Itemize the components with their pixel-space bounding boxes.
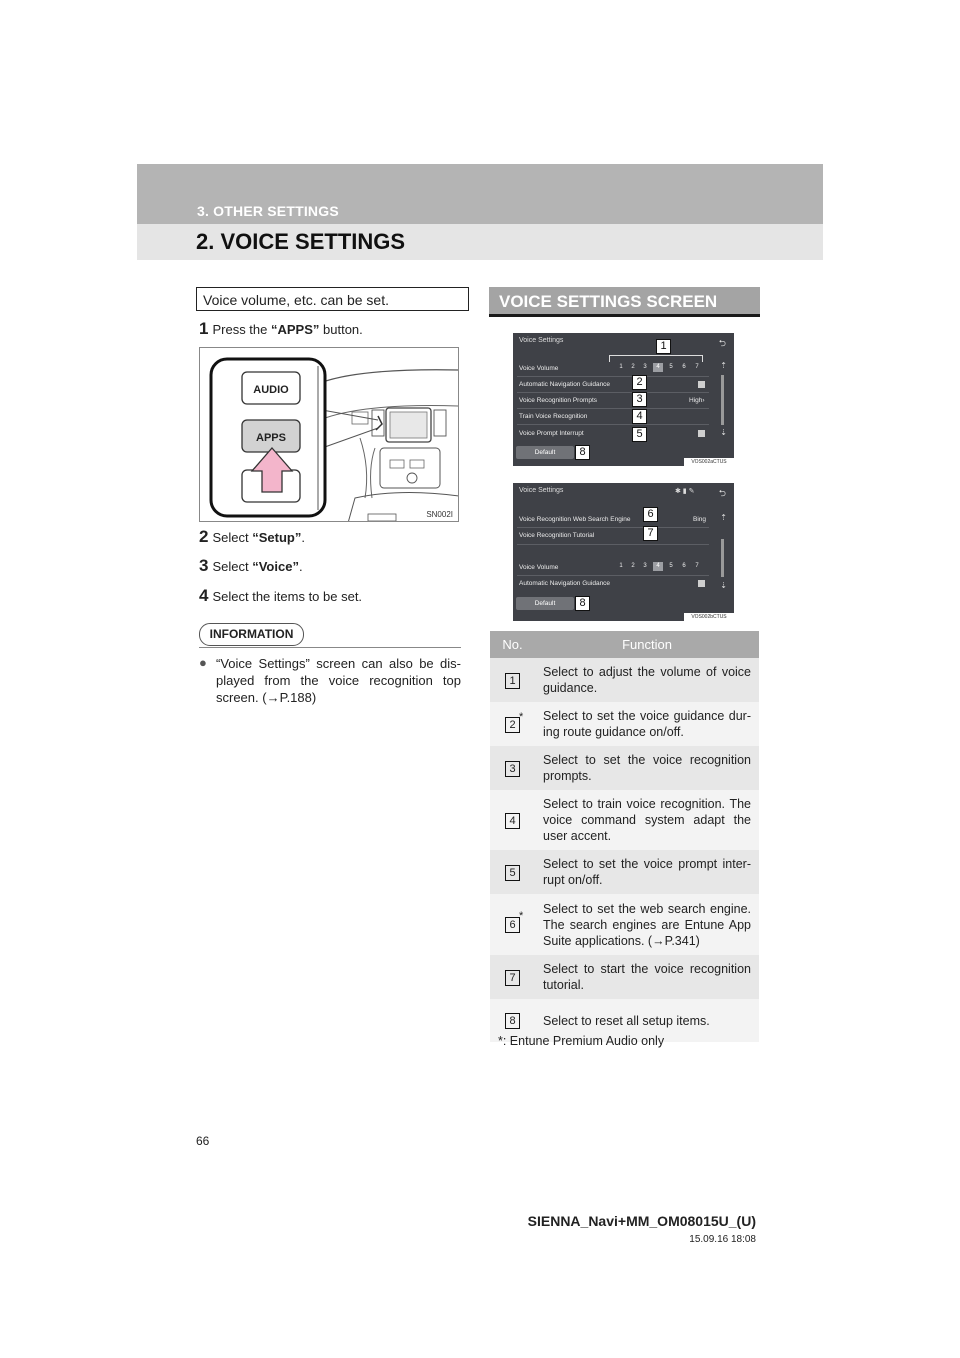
footnote-mark: * [519, 711, 524, 723]
step-number: 1 [199, 319, 209, 338]
row-separator [517, 544, 709, 545]
callout-1: 1 [656, 339, 671, 354]
bullet-icon: ● [199, 655, 207, 670]
callout-2: 2 [632, 375, 647, 390]
table-row [490, 894, 759, 955]
step-number: 3 [199, 556, 209, 575]
checkbox-icon [698, 580, 705, 587]
screen-section-heading-text: VOICE SETTINGS SCREEN [499, 292, 718, 311]
callout-5: 5 [632, 427, 647, 442]
step-bold: “APPS” [271, 322, 320, 337]
row-voice-prompt-interrupt: Voice Prompt Interrupt [519, 430, 584, 437]
row-number-cell [490, 658, 535, 702]
row-number-cell [490, 746, 535, 790]
scrollbar [721, 375, 724, 425]
volume-level: 2 [631, 563, 635, 569]
row-function: Select to set the web search engine. The search engines are Entune App Suite applications. (→P.341) [535, 894, 759, 955]
volume-level: 5 [669, 563, 673, 569]
row-separator [517, 527, 709, 528]
volume-level: 6 [682, 364, 686, 370]
step-text: Select the items to be set. [212, 589, 363, 604]
volume-level: 7 [695, 364, 699, 370]
row-number-cell [490, 894, 535, 955]
row-function: Select to set the voice guidance dur-ing route guidance on/off. [535, 702, 759, 746]
default-button: Default [516, 446, 574, 459]
step-text: Select [212, 559, 253, 574]
table-row [490, 955, 759, 999]
row-number: 6 [505, 917, 520, 933]
row-function: Select to set the voice prompt inter-rupt on/off. [535, 850, 759, 894]
volume-level: 6 [682, 563, 686, 569]
row-separator [517, 424, 709, 425]
row-auto-nav-guidance: Automatic Navigation Guidance [519, 381, 611, 388]
back-icon: ⮌ [718, 338, 726, 348]
table-row [490, 746, 759, 790]
volume-level: 2 [631, 364, 635, 370]
step-text: . [301, 530, 305, 545]
callout-8: 8 [575, 445, 590, 460]
table-header-row [490, 631, 759, 658]
step-text: button. [319, 322, 363, 337]
row-function: Select to train voice recognition. The voice command system adapt the user accent. [535, 790, 759, 850]
step-text: Select [212, 530, 253, 545]
function-table [490, 631, 759, 1042]
figure-code: SN002I [426, 510, 453, 519]
step-text: . [298, 559, 303, 574]
volume-level: 5 [669, 364, 673, 370]
callout-3: 3 [632, 392, 647, 407]
default-button: Default [516, 597, 574, 610]
volume-level-selected: 4 [653, 363, 663, 372]
scroll-up-icon: ⇡ [720, 513, 727, 522]
scroll-up-icon: ⇡ [720, 361, 727, 370]
step-bold: “Setup” [252, 530, 302, 545]
volume-level: 3 [643, 364, 647, 370]
status-icons: ✱ ▮ ✎ [675, 488, 695, 495]
information-badge: INFORMATION [199, 623, 304, 646]
row-number: 5 [505, 865, 520, 881]
step-number: 4 [199, 586, 209, 605]
row-number-cell [490, 702, 535, 746]
table-row [490, 702, 759, 746]
back-icon: ⮌ [718, 488, 726, 498]
section-label: 3. OTHER SETTINGS [197, 203, 339, 219]
engine-value: Bing [693, 516, 707, 523]
prompts-value: High› [689, 397, 705, 404]
row-separator [517, 408, 709, 409]
row-number: 3 [505, 761, 520, 777]
volume-level: 3 [643, 563, 647, 569]
scrollbar [721, 539, 724, 577]
row-voice-volume: Voice Volume [519, 564, 559, 571]
apps-button-label: APPS [256, 432, 286, 444]
information-text: “Voice Settings” screen can also be dis-played from the voice recognition top screen. (→P.188) [216, 656, 461, 705]
screen-code: VOS002bCTUS [684, 613, 734, 621]
row-auto-nav-guidance: Automatic Navigation Guidance [519, 580, 611, 587]
step-1 [199, 319, 363, 339]
table-row [490, 658, 759, 702]
row-separator [517, 392, 709, 393]
footnote-mark: * [519, 910, 524, 922]
row-voice-recognition-tutorial: Voice Recognition Tutorial [519, 532, 595, 539]
step-3 [199, 556, 303, 576]
scroll-down-icon: ⇣ [720, 428, 727, 437]
step-number: 2 [199, 527, 209, 546]
document-id: SIENNA_Navi+MM_OM08015U_(U) [527, 1213, 756, 1229]
row-voice-recognition-prompts: Voice Recognition Prompts [519, 397, 598, 404]
volume-level: 7 [695, 563, 699, 569]
row-web-search-engine: Voice Recognition Web Search Engine [519, 516, 631, 523]
column-header-function: Function [535, 631, 759, 658]
column-header-no: No. [490, 631, 535, 658]
volume-level-selected: 4 [653, 562, 663, 571]
volume-level: 1 [619, 364, 623, 370]
scroll-down-icon: ⇣ [720, 581, 727, 590]
page-title: 2. VOICE SETTINGS [196, 229, 406, 254]
info-divider [199, 647, 461, 648]
row-number: 2 [505, 717, 520, 733]
row-function: Select to adjust the volume of voice guidance. [535, 658, 759, 702]
row-voice-volume: Voice Volume [519, 365, 559, 372]
callout-6: 6 [643, 507, 658, 522]
volume-level: 1 [619, 563, 623, 569]
row-number: 4 [505, 813, 520, 829]
row-number: 1 [505, 673, 520, 689]
step-text: Press the [212, 322, 271, 337]
row-separator [517, 575, 709, 576]
checkbox-icon [698, 430, 705, 437]
step-bold: “Voice” [252, 559, 299, 574]
apps-button-illustration [199, 347, 459, 522]
row-number: 8 [505, 1013, 520, 1029]
row-number-cell [490, 790, 535, 850]
row-function: Select to start the voice recognition tutorial. [535, 955, 759, 999]
table-row [490, 850, 759, 894]
screen-section-heading [489, 287, 760, 317]
callout-7: 7 [643, 526, 658, 541]
step-2 [199, 527, 305, 547]
screen-code: VOS002aCTUS [684, 458, 734, 466]
table-row [490, 790, 759, 850]
row-separator [517, 376, 709, 377]
audio-button-label: AUDIO [253, 384, 289, 396]
row-function: Select to set the voice recognition prompts. [535, 746, 759, 790]
screen-title: Voice Settings [519, 487, 564, 494]
footnote: *: Entune Premium Audio only [498, 1034, 665, 1048]
screen-title: Voice Settings [519, 337, 564, 344]
checkbox-icon [698, 381, 705, 388]
callout-8: 8 [575, 596, 590, 611]
row-train-voice-recognition: Train Voice Recognition [519, 413, 588, 420]
page-number: 66 [196, 1134, 210, 1148]
intro-box: Voice volume, etc. can be set. [196, 287, 469, 311]
row-number: 7 [505, 970, 520, 986]
step-4 [199, 586, 362, 606]
callout-4: 4 [632, 409, 647, 424]
voice-settings-screen-1 [513, 333, 734, 466]
row-number-cell [490, 850, 535, 894]
document-date: 15.09.16 18:08 [689, 1234, 756, 1245]
voice-settings-screen-2 [513, 483, 734, 621]
row-function: Select to reset all setup items. [535, 999, 759, 1042]
row-number-cell [490, 955, 535, 999]
volume-bracket [609, 355, 703, 362]
